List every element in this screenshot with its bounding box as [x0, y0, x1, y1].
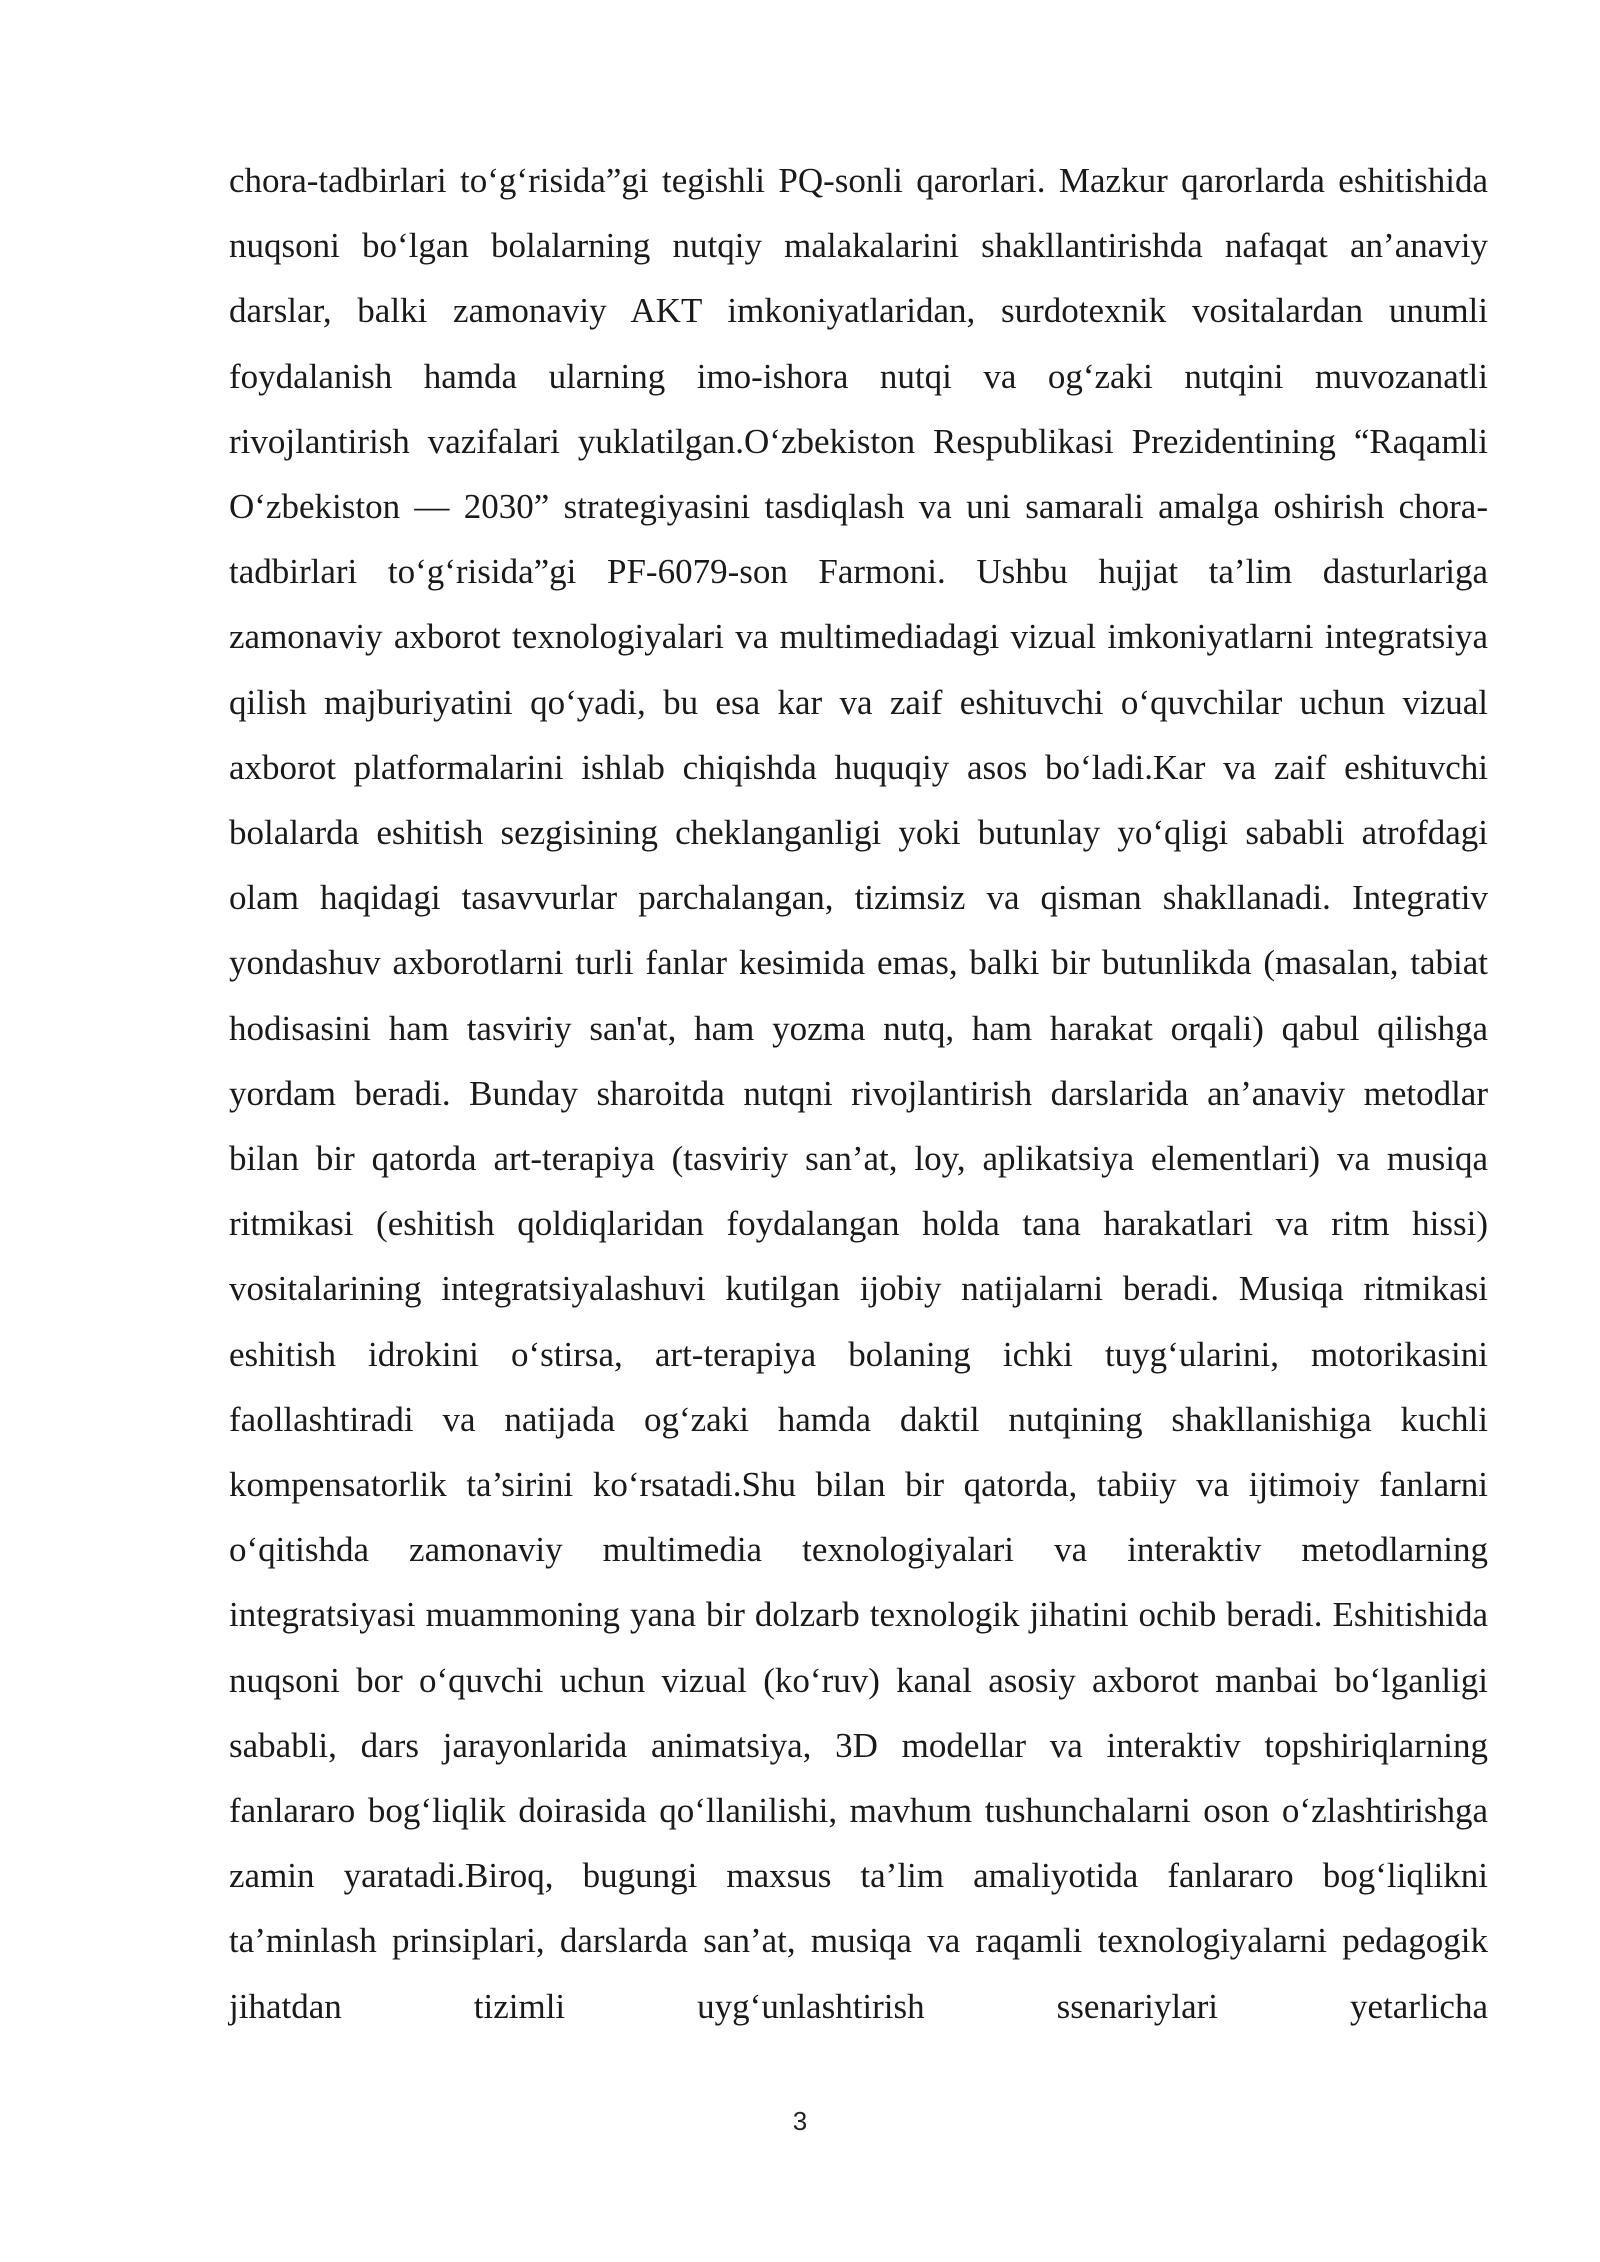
body-paragraph: chora-tadbirlari to‘g‘risida”gi tegishli PQ-sonli qarorlari. Mazkur qarorlarda eshitishida nuqsoni bo‘lgan bolalarning nutqiy malakalarini shakllantirishda nafaqat an’anaviy darslar, balki zamonaviy AKT imkoniyatlaridan, surdotexnik vositalardan unumli foydalanish hamda ularning imo-ishora nutqi va og‘zaki nutqini muvozanatli rivojlantirish vazifalari yuklatilgan.O‘zbekiston Respublikasi Prezidentining “Raqamli O‘zbekiston — 2030” strategiyasini tasdiqlash va uni samarali amalga oshirish chora-tadbirlari to‘g‘risida”gi PF-6079-son Farmoni. Ushbu hujjat ta’lim dasturlariga zamonaviy axborot texnologiyalari va multimediadagi vizual imkoniyatlarni integratsiya qilish majburiyatini qo‘yadi, bu esa kar va zaif eshituvchi o‘quvchilar uchun vizual axborot platformalarini ishlab chiqishda huquqiy asos bo‘ladi.Kar va zaif eshituvchi bolalarda eshitish sezgisining cheklanganligi yoki butunlay yo‘qligi sababli atrofdagi olam haqidagi tasavvurlar parchalangan, tizimsiz va qisman shakllanadi. Integrativ yondashuv axborotlarni turli fanlar kesimida emas, balki bir butunlikda (masalan, tabiat hodisasini ham tasviriy san'at, ham yozma nutq, ham harakat orqali) qabul qilishga yordam beradi. Bunday sharoitda nutqni rivojlantirish darslarida an’anaviy metodlar bilan bir qatorda art-terapiya (tasviriy san’at, loy, aplikatsiya elementlari) va musiqa ritmikasi (eshitish qoldiqlaridan foydalangan holda tana harakatlari va ritm hissi) vositalarining integratsiyalashuvi kutilgan ijobiy natijalarni beradi. Musiqa ritmikasi eshitish idrokini o‘stirsa, art-terapiya bolaning ichki tuyg‘ularini, motorikasini faollashtiradi va natijada og‘zaki hamda daktil nutqining shakllanishiga kuchli kompensatorlik ta’sirini ko‘rsatadi.Shu bilan bir qatorda, tabiiy va ijtimoiy fanlarni o‘qitishda zamonaviy multimedia texnologiyalari va interaktiv metodlarning integratsiyasi muammoning yana bir dolzarb texnologik jihatini ochib beradi. Eshitishida nuqsoni bor o‘quvchi uchun vizual (ko‘ruv) kanal asosiy axborot manbai bo‘lganligi sababli, dars jarayonlarida animatsiya, 3D modellar va interaktiv topshiriqlarning fanlararo bog‘liqlik doirasida qo‘llanilishi, mavhum tushunchalarni oson o‘zlashtirishga zamin yaratadi.Biroq, bugungi maxsus ta’lim amaliyotida fanlararo bog‘liqlikni ta’minlash prinsiplari, darslarda san’at, musiqa va raqamli texnologiyalarni pedagogik jihatdan tizimli uyg‘unlashtirish ssenariylari yetarlicha [229, 161, 1488, 2026]
page-number: 3 [792, 2106, 808, 2136]
